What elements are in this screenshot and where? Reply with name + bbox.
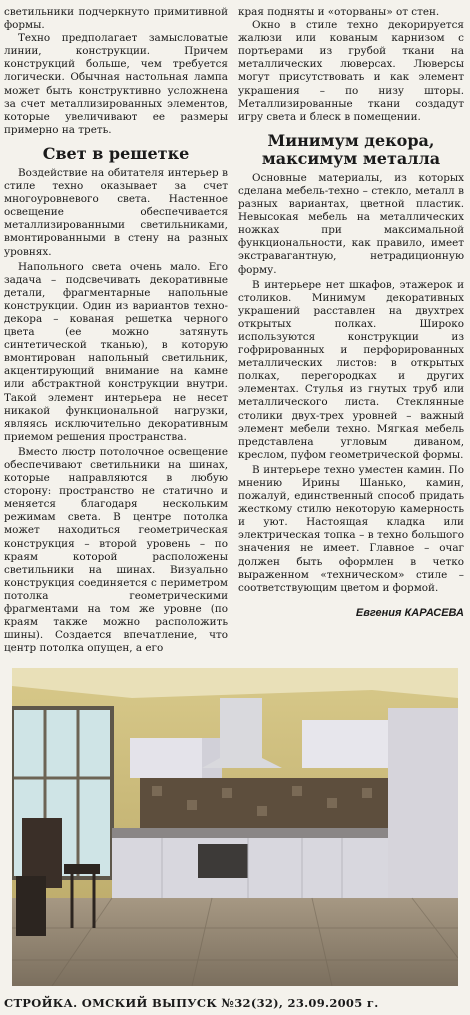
heading-line-2: максимум металла [261,148,441,168]
section-heading-metal [238,132,464,168]
kitchen-photo-illustration [12,668,458,986]
page-footer: СТРОЙКА. ОМСКИЙ ВЫПУСК №32(32), 23.09.2005 г. [4,996,379,1010]
paragraph-floor-light: Напольного света очень мало. Его задача – подсвечивать декоративные детали, фрагментарные напольные конструкции. Один из вариантов техно-декора – кованая решетка черного цвета (ее можно затянуть синтетической тканью), в которую вмонтирован напольный светильник, акцентирующий внимание на камне или абстрактной конструкции внутри. Такой элемент интерьера не несет никакой функциональной нагрузки, являясь исключительно декоративным приемом решения пространства. [4,260,228,443]
heading-line-1: Минимум декора, [267,130,435,150]
paragraph-ceiling-light: Вместо люстр потолочное освещение обеспечивают светильники на шинах, которые направляются в любую сторону: пространство не статично и меняется благодаря нескольким режимам света. В центре потолка может находиться геометрическая конструкция – второй уровень – по краям которой расположены светильники на шинах. Визуально конструкция соединяется с периметром потолка геометрическими фрагментами на том же уровне (по краям также можно расположить шины). Создается впечатление, что центр потолка опущен, а его [4,445,228,655]
left-column [4,6,228,655]
left-intro-text: светильники подчеркнуто примитивной формы. [4,6,228,32]
section-heading-light: Свет в решетке [42,143,190,163]
right-intro-paragraph: Окно в стиле техно декорируется жалюзи или кованым карнизом с портьерами из грубой ткани на металлических люверсах. Люверсы могут присутствовать и как элемент украшения – по низу шторы. Металлизированные ткани создадут игру света и блеск в помещении. [238,19,464,123]
right-column [238,6,464,619]
left-intro-paragraph: Техно предполагает замысловатые линии, конструкции. Причем конструкций больше, чем требуется логически. Обычная настольная лампа может быть конструктивно усложнена за счет металлизированных элементов, которые увеличивают ее размеры примерно на треть. [4,32,228,136]
paragraph-fireplace: В интерьере техно уместен камин. По мнению Ирины Шанько, камин, пожалуй, единственный способ придать жесткому стилю некоторую камерность и уют. Настоящая кладка или электрическая топка – в техно большого значения не имеет. Главное – очаг должен быть оформлен в четко выраженном «техническом» стиле – соответствующим цветом и формой. [238,463,464,594]
author-byline: Евгения КАРАСЕВА [355,606,464,619]
paragraph-furniture: В интерьере нет шкафов, этажерок и столиков. Минимум декоративных украшений расставлен на двухтрех открытых полках. Широко используются конструкции из гофрированных и перфорированных металлических листов: в открытых полках, перегородках и других элементах. Стулья из гнутых труб или металлического листа. Стеклянные столики двух-трех уровней – важный элемент мебели техно. Мягкая мебель представлена угловым диваном, креслом, пуфом геометрической формы. [238,278,464,461]
kitchen-interior-photo [12,668,458,986]
right-intro-text: края подняты и «оторваны» от стен. [238,6,440,18]
paragraph-wall-light: Воздействие на обитателя интерьер в стиле техно оказывает за счет многоуровневого света. Настенное освещение обеспечивается металлизированными светильниками, вмонтированными в стену на разных уровнях. [4,166,228,258]
paragraph-materials: Основные материалы, из которых сделана мебель-техно – стекло, металл в разных вариантах, цветной пластик. Невысокая мебель на металлических ножках при максимальной функциональности, как правило, имеет экстравагантную, нетрадиционную форму. [238,171,464,276]
